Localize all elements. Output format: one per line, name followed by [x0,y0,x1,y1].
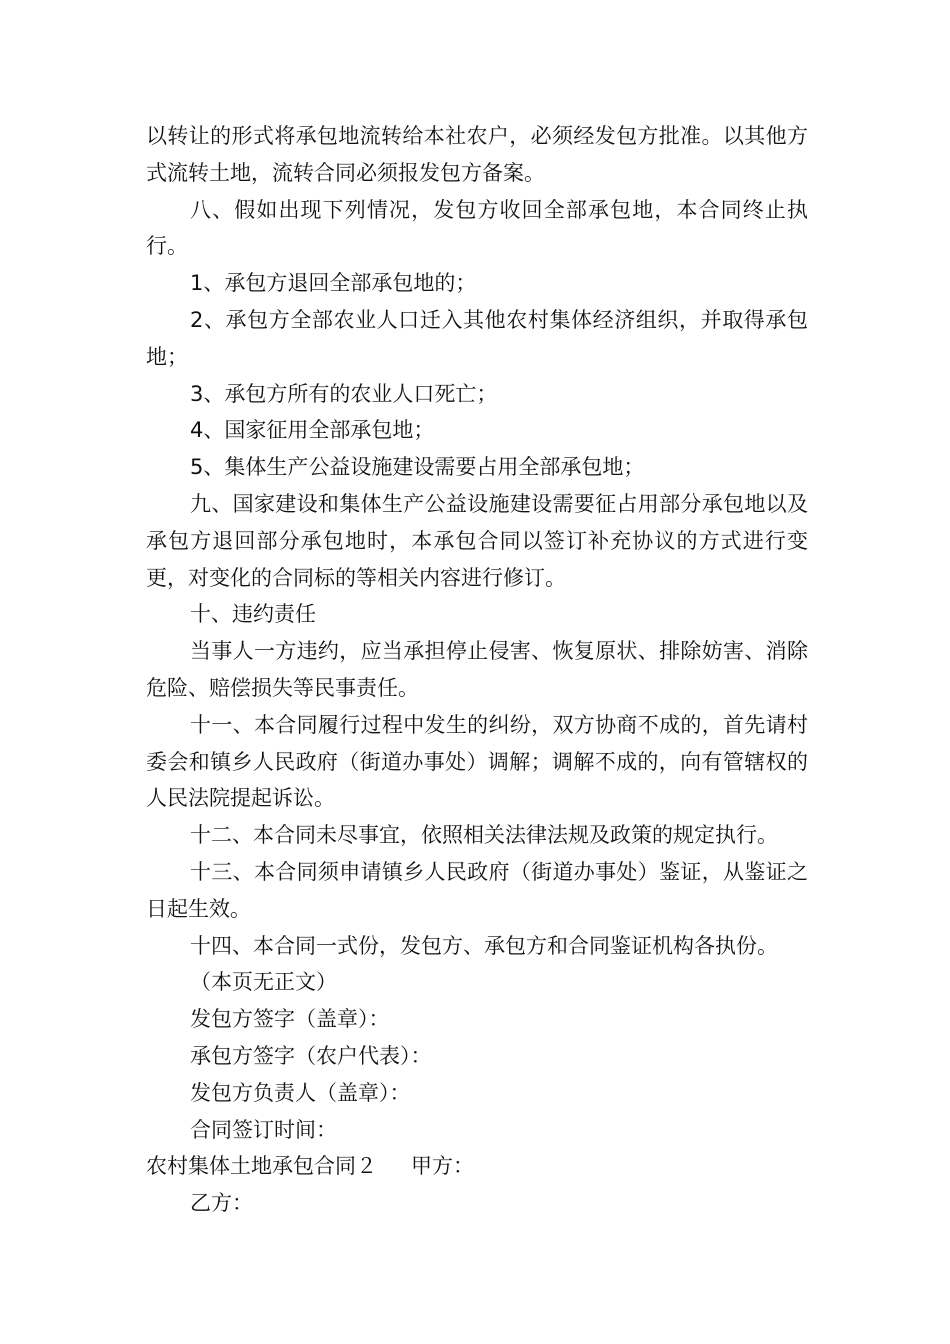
paragraph-clause-8: 八、假如出现下列情况，发包方收回全部承包地，本合同终止执行。 [146,197,808,259]
paragraph-clause-9: 九、国家建设和集体生产公益设施建设需要征占用部分承包地以及承包方退回部分承包地时，本承包合同以签订补充协议的方式进行变更，对变化的合同标的等相关内容进行修订。 [146,491,808,590]
paragraph-clause-11: 十一、本合同履行过程中发生的纠纷，双方协商不成的，首先请村委会和镇乡人民政府（街道办事处）调解；调解不成的，向有管辖权的人民法院提起诉讼。 [146,712,808,811]
party-b-label: 乙方： [190,1191,253,1216]
paragraph-clause-14: 十四、本合同一式份，发包方、承包方和合同鉴证机构各执份。 [190,933,778,958]
signing-date: 合同签订时间： [190,1117,337,1142]
document-page [146,118,808,1222]
signature-contractor: 承包方签字（农户代表）： [190,1043,432,1068]
second-contract-header [146,1148,808,1185]
paragraph-clause-8-item-2: 2、承包方全部农业人口迁入其他农村集体经济组织，并取得承包地； [146,307,808,369]
second-contract-title: 农村集体土地承包合同２ [146,1154,377,1179]
paragraph-clause-12: 十二、本合同未尽事宜，依照相关法律法规及政策的规定执行。 [190,823,778,848]
paragraph-clause-8-item-4: 4、国家征用全部承包地； [190,418,435,443]
party-a-label: 甲方： [411,1154,474,1179]
signature-employer: 发包方签字（盖章）： [190,1007,390,1032]
paragraph-clause-8-item-1: 1、承包方退回全部承包地的； [190,271,477,296]
paragraph-clause-8-item-5: 5、集体生产公益设施建设需要占用全部承包地； [190,455,645,480]
paragraph-clause-10-heading: 十、违约责任 [190,602,316,627]
paragraph-clause-10-body: 当事人一方违约，应当承担停止侵害、恢复原状、排除妨害、消除危险、赔偿损失等民事责任。 [146,639,808,700]
paragraph-clause-8-item-3: 3、承包方所有的农业人口死亡； [190,381,498,406]
signature-employer-head: 发包方负责人（盖章）： [190,1080,411,1105]
paragraph-clause-13: 十三、本合同须申请镇乡人民政府（街道办事处）鉴证，从鉴证之日起生效。 [146,859,808,921]
paragraph-transfer-terms: 以转让的形式将承包地流转给本社农户，必须经发包方批准。以其他方式流转土地，流转合同必须报发包方备案。 [146,124,808,185]
paragraph-no-text-note: （本页无正文） [190,970,337,995]
